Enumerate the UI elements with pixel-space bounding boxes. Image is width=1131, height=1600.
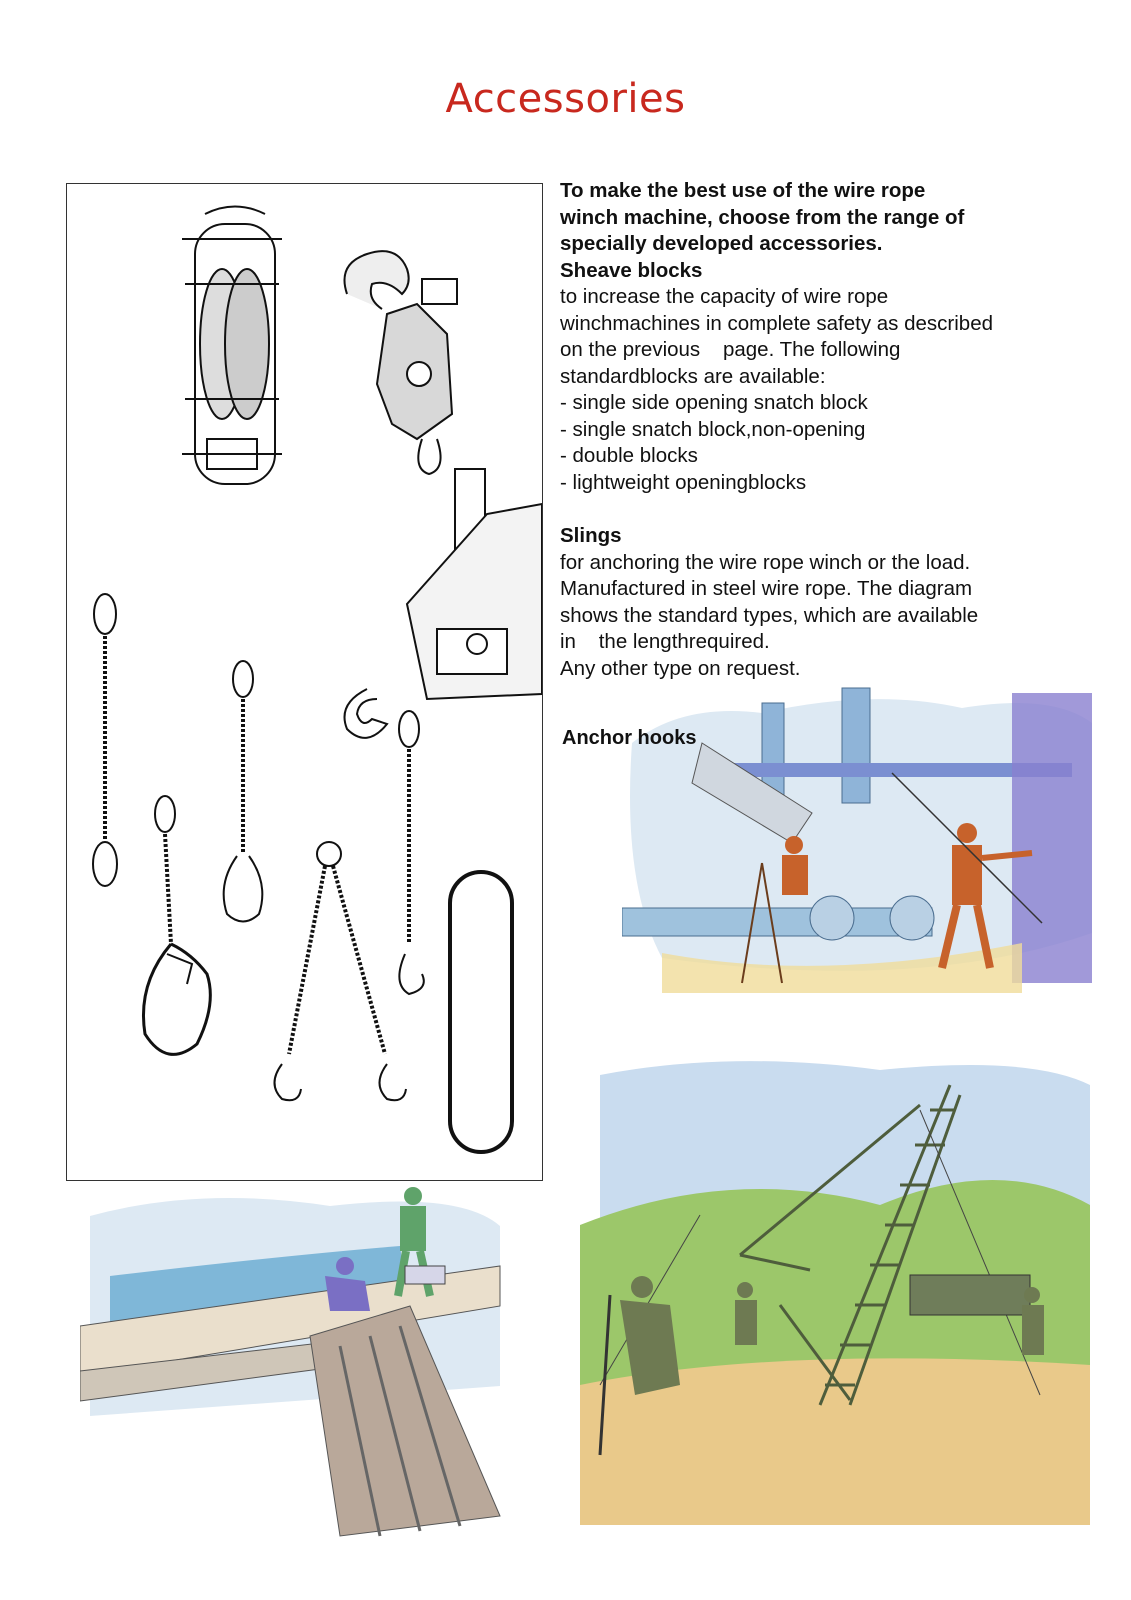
sheave-item-2: - single snatch block,non-opening [560,417,866,441]
sling-short-icon [224,661,263,922]
winch-icon [345,469,543,738]
sheave-heading: Sheave blocks [560,258,703,282]
sheave-item-4: - lightweight openingblocks [560,470,807,494]
sheave-item-1: - single side opening snatch block [560,391,868,414]
sheave-body-4: standardblocks are available: [560,364,826,388]
tower-scene-illustration [580,1055,1100,1535]
sheave-item-3: - double blocks [560,444,698,467]
intro-line-1: To make the best use of the wire rope [560,179,926,202]
anchor-hooks-heading: Anchor hooks [562,727,697,749]
sheave-body-1: to increase the capacity of wire rope [560,285,889,308]
sling-eye-eye-icon [93,594,117,886]
sling-two-leg-icon [275,842,407,1100]
accessories-line-drawing [67,184,542,1180]
slings-body-3: shows the standard types, which are available [560,603,979,627]
sling-choker-icon [143,796,210,1054]
snatch-block-icon [345,251,458,474]
sheave-body-3: on the previous page. The following [560,338,901,361]
sling-endless-icon [450,872,512,1152]
double-block-icon [182,207,282,485]
sheave-body-2: winchmachines in complete safety as described [560,311,993,335]
description-column [560,178,1060,682]
bridge-scene-illustration [80,1186,510,1546]
sling-hook-icon [399,711,424,994]
page-title: Accessories [445,76,686,122]
accessories-drawing-frame [66,183,543,1181]
intro-line-2: winch machine, choose from the range of [560,205,965,229]
slings-body-5: Any other type on request. [560,656,801,680]
slings-heading: Slings [560,524,622,547]
slings-body-4: in the lengthrequired. [560,630,770,653]
intro-line-3: specially developed accessories. [560,232,883,255]
slings-body-2: Manufactured in steel wire rope. The diagram [560,577,973,600]
slings-body-1: for anchoring the wire rope winch or the load. [560,550,971,574]
